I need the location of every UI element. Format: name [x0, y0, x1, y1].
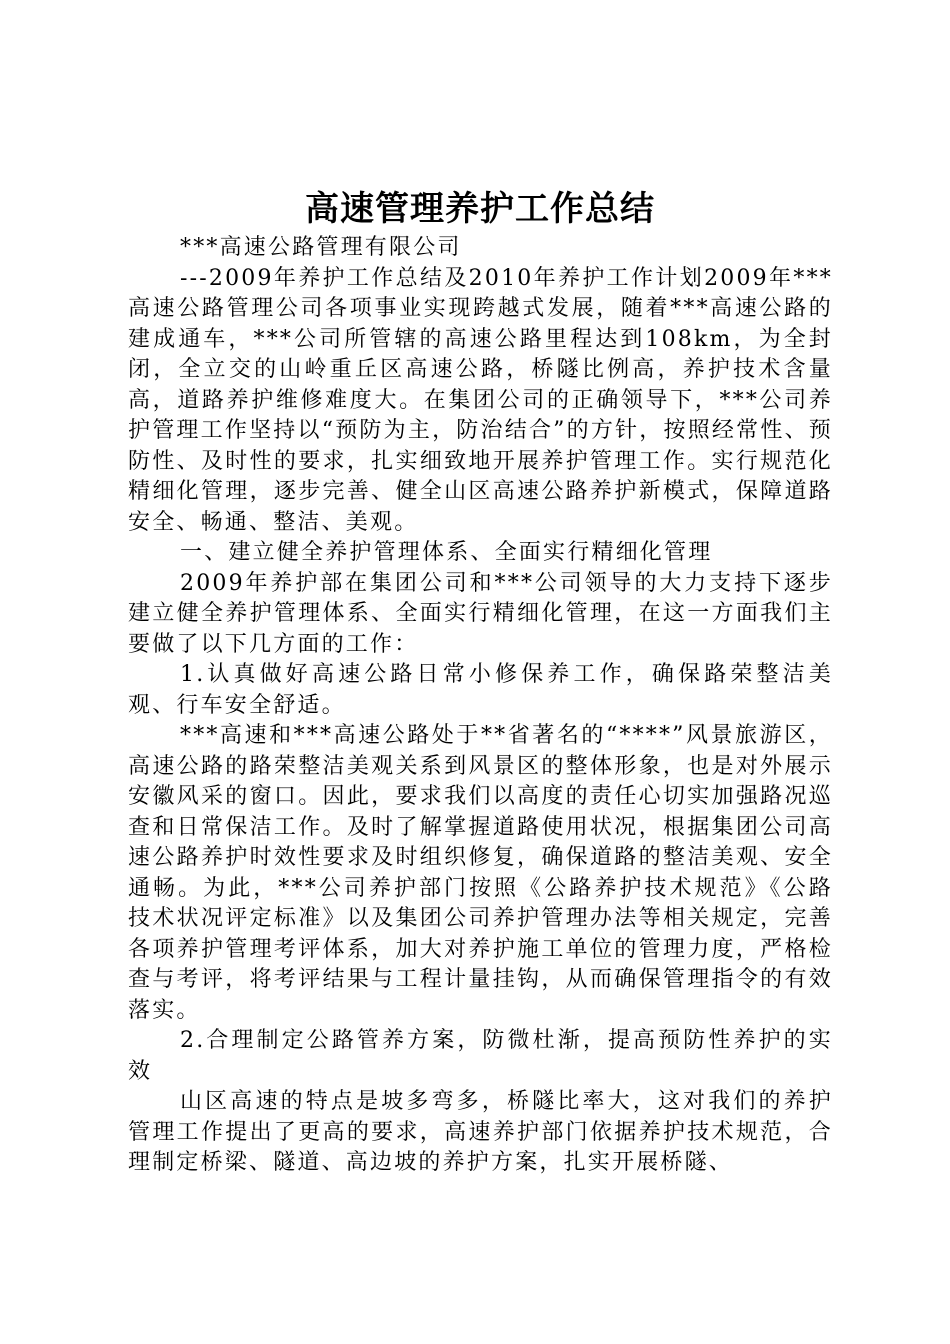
company-line: ***高速公路管理有限公司 — [180, 235, 462, 260]
intro-paragraph: ---2009年养护工作总结及2010年养护工作计划2009年***高速公路管理公司各项事业实现跨越式发展，随着***高速公路的建成通车，***公司所管辖的高速公路里程达到108km，为全封闭，全立交的山岭重丘区高速公路，桥隧比例高，养护技术含量高，道路养护维修难度大。在集团公司的正确领导下，***公司养护管理工作坚持以“预防为主，防治结合”的方针，按照经常性、预防性、及时性的要求，扎实细致地开展养护管理工作。实行规范化精细化管理，逐步完善、健全山区高速公路养护新模式，保障道路安全、畅通、整洁、美观。 — [128, 265, 833, 535]
item-1-paragraph: ***高速和***高速公路处于**省著名的“****”风景旅游区，高速公路的路荣整洁美观关系到风景区的整体形象，也是对外展示安徽风采的窗口。因此，要求我们以高度的责任心切实加强路况巡查和日常保洁工作。及时了解掌握道路使用状况，根据集团公司高速公路养护时效性要求及时组织修复，确保道路的整洁美观、安全通畅。为此，***公司养护部门按照《公路养护技术规范》《公路技术状况评定标准》以及集团公司养护管理办法等相关规定，完善各项养护管理考评体系，加大对养护施工单位的管理力度，严格检查与考评，将考评结果与工程计量挂钩，从而确保管理指令的有效落实。 — [128, 723, 833, 1023]
item-2-paragraph: 山区高速的特点是坡多弯多，桥隧比率大，这对我们的养护管理工作提出了更高的要求，高速养护部门依据养护技术规范，合理制定桥梁、隧道、高边坡的养护方案，扎实开展桥隧、 — [128, 1089, 833, 1175]
document-body — [128, 233, 833, 1179]
document-title: 高速管理养护工作总结 — [305, 189, 655, 229]
item-1-heading: 1.认真做好高速公路日常小修保养工作，确保路荣整洁美观、行车安全舒适。 — [128, 662, 833, 718]
section-1-paragraph: 2009年养护部在集团公司和***公司领导的大力支持下逐步建立健全养护管理体系、全面实行精细化管理，在这一方面我们主要做了以下几方面的工作： — [128, 570, 833, 657]
item-2-heading: 2.合理制定公路管养方案，防微杜渐，提高预防性养护的实效 — [128, 1028, 833, 1084]
section-heading-1: 一、建立健全养护管理体系、全面实行精细化管理 — [180, 540, 713, 565]
